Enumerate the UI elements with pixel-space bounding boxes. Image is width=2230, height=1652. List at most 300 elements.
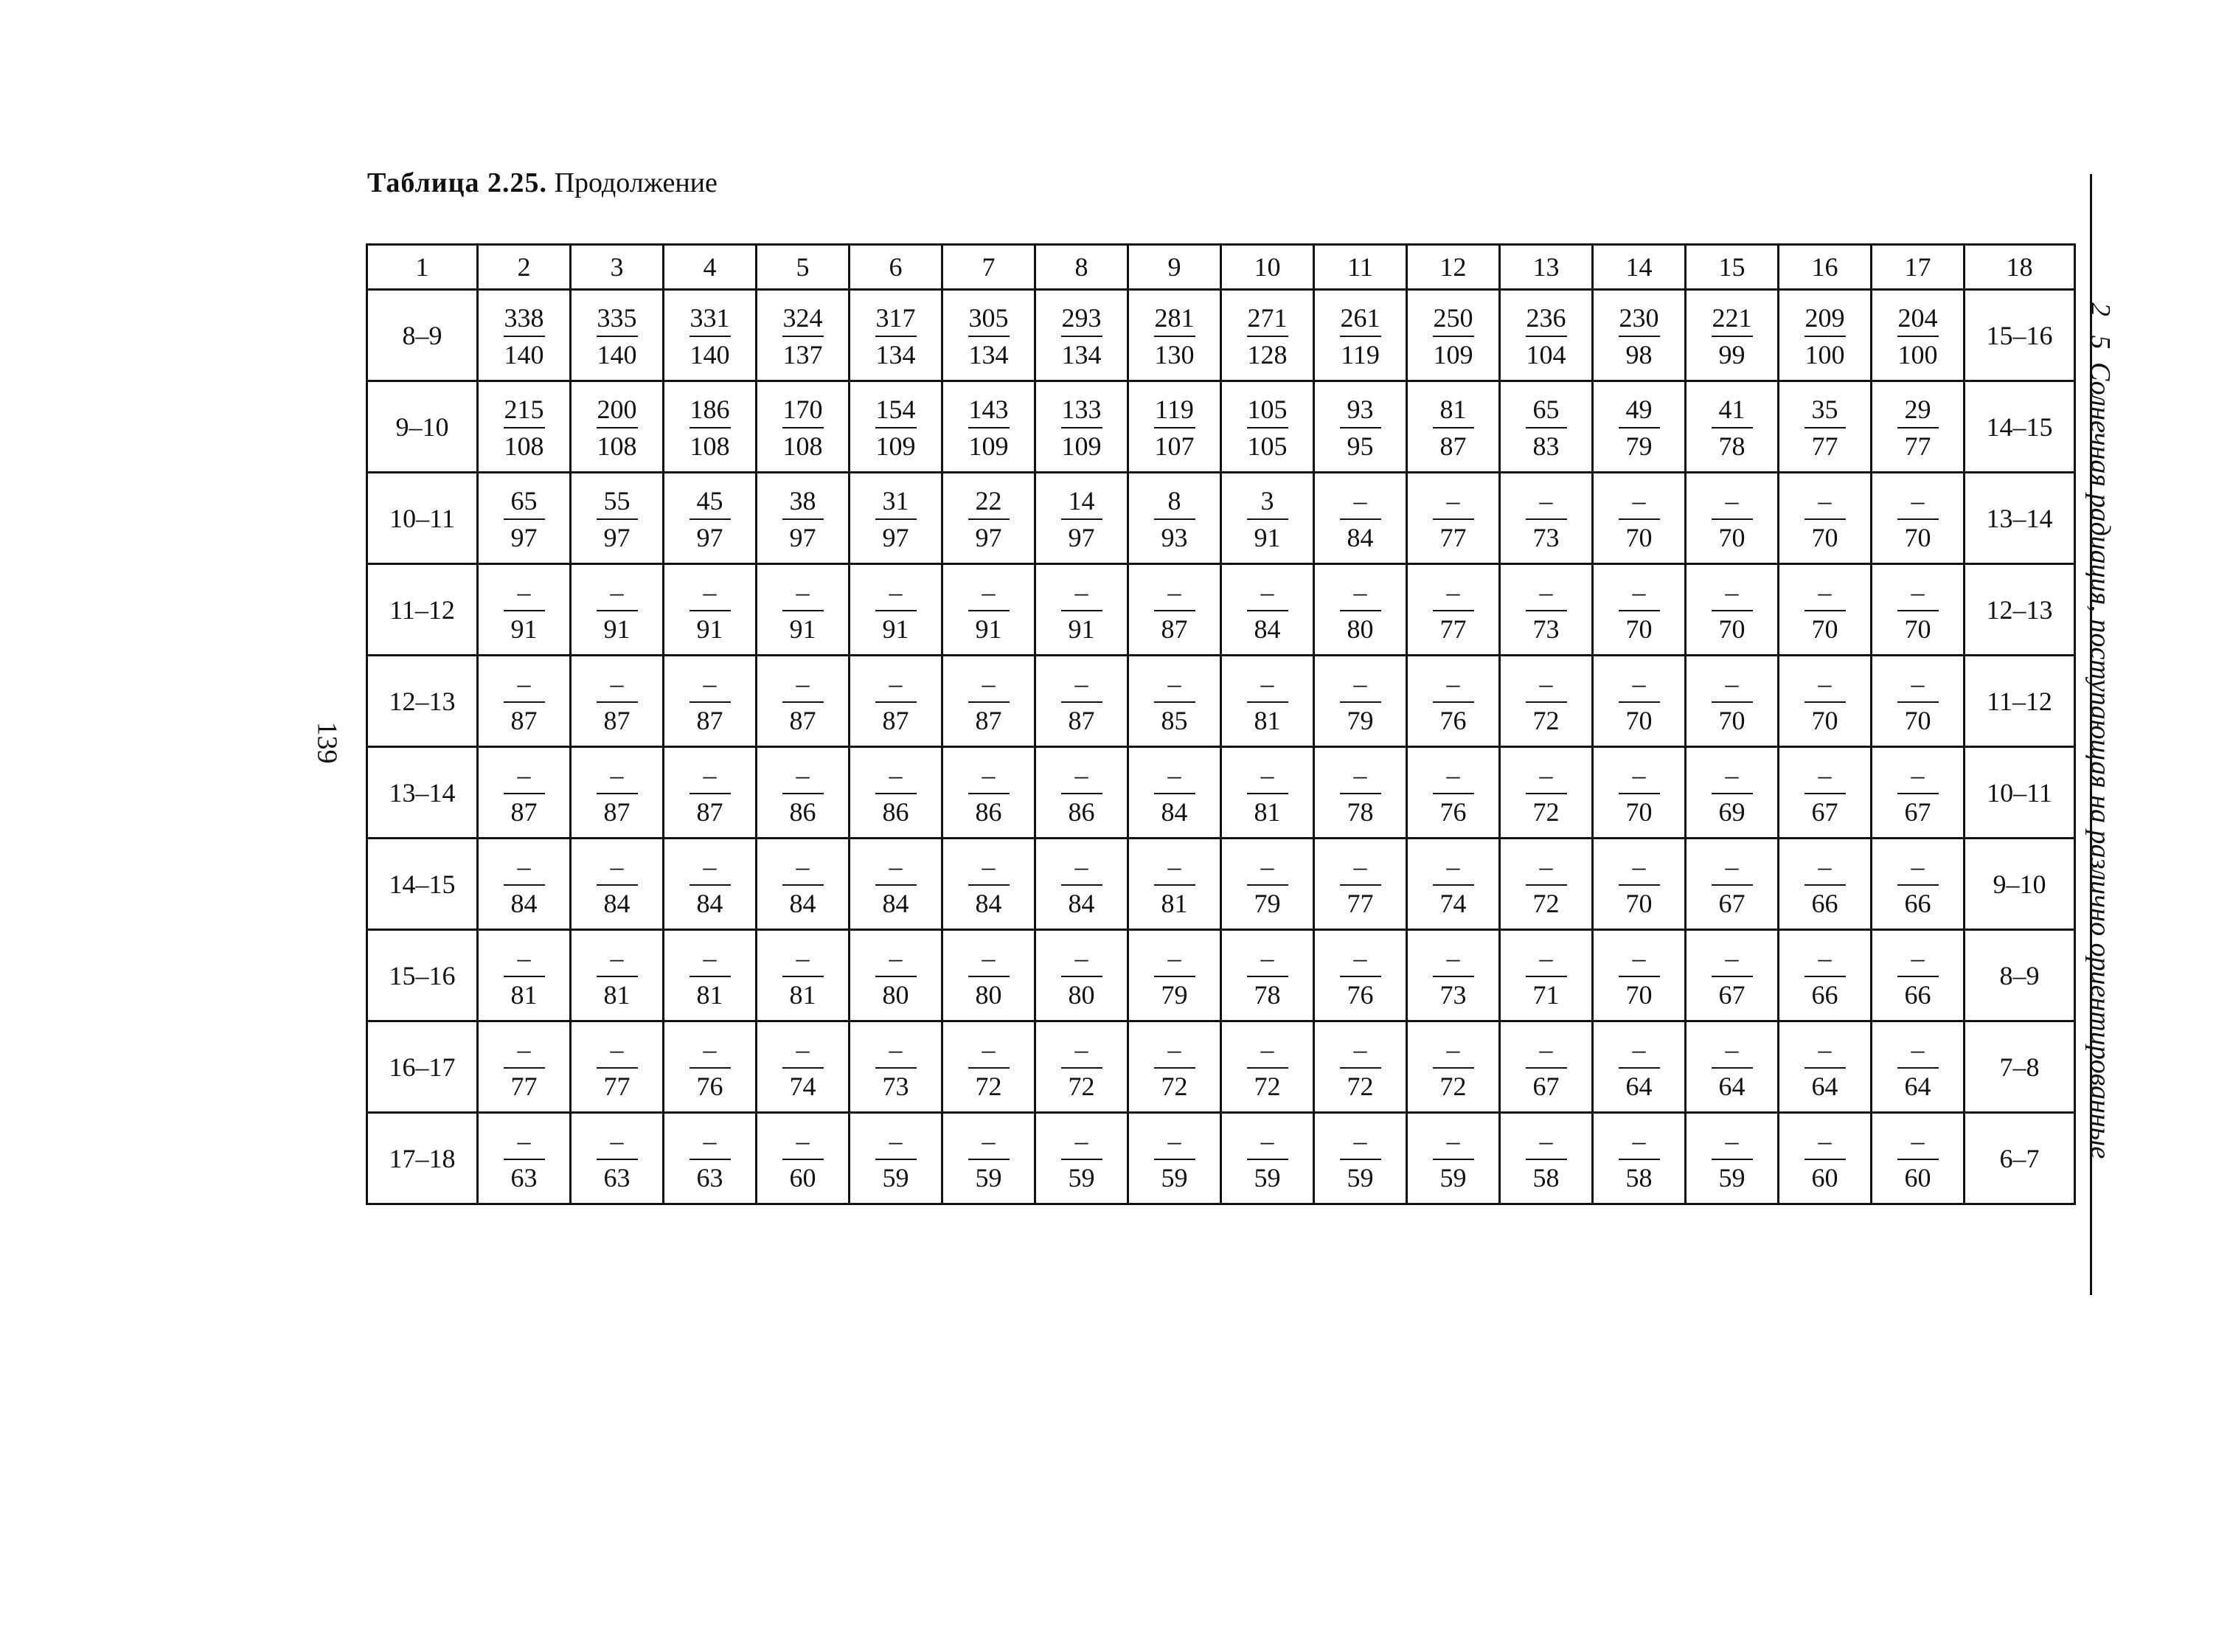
diffuse-radiation-value: 84 bbox=[875, 884, 917, 917]
table-row bbox=[367, 290, 2075, 381]
diffuse-radiation-value: 87 bbox=[690, 701, 731, 734]
value-cell bbox=[1500, 930, 1593, 1021]
value-cell bbox=[571, 1021, 664, 1113]
direct-radiation-value: – bbox=[517, 577, 531, 607]
value-cell bbox=[1686, 1113, 1779, 1204]
diffuse-radiation-value: 81 bbox=[1247, 701, 1288, 734]
fraction bbox=[1433, 1128, 1474, 1191]
direct-radiation-value: – bbox=[1725, 577, 1739, 607]
diffuse-radiation-value: 72 bbox=[1154, 1067, 1195, 1100]
direct-radiation-value: – bbox=[1725, 669, 1739, 698]
value-cell bbox=[1407, 564, 1500, 656]
value-cell bbox=[478, 381, 571, 473]
fraction bbox=[690, 945, 731, 1008]
fraction bbox=[1247, 1128, 1288, 1191]
diffuse-radiation-value: 100 bbox=[1897, 336, 1939, 368]
direct-radiation-value: – bbox=[610, 577, 624, 607]
row-label-left: 13–14 bbox=[367, 747, 478, 839]
value-cell bbox=[1221, 747, 1314, 839]
direct-radiation-value: – bbox=[703, 1035, 717, 1064]
direct-radiation-value: 143 bbox=[968, 395, 1009, 424]
value-cell bbox=[1779, 473, 1872, 564]
direct-radiation-value: 14 bbox=[1068, 486, 1095, 516]
value-cell bbox=[1314, 747, 1407, 839]
value-cell bbox=[1035, 473, 1128, 564]
diffuse-radiation-value: 84 bbox=[1061, 884, 1102, 917]
fraction bbox=[1061, 762, 1102, 825]
row-label-left: 12–13 bbox=[367, 656, 478, 747]
fraction bbox=[1433, 305, 1474, 368]
value-cell bbox=[1128, 1021, 1221, 1113]
diffuse-radiation-value: 107 bbox=[1154, 427, 1195, 459]
value-cell bbox=[850, 564, 942, 656]
diffuse-radiation-value: 130 bbox=[1154, 336, 1195, 368]
header-cell: 15 bbox=[1686, 245, 1779, 290]
fraction bbox=[1433, 396, 1474, 459]
diffuse-radiation-value: 72 bbox=[1433, 1067, 1474, 1100]
direct-radiation-value: – bbox=[517, 669, 531, 698]
direct-radiation-value: – bbox=[889, 669, 903, 698]
fraction bbox=[1433, 670, 1474, 734]
fraction bbox=[1154, 762, 1195, 825]
direct-radiation-value: – bbox=[889, 852, 903, 881]
direct-radiation-value: – bbox=[1446, 943, 1460, 973]
direct-radiation-value: 65 bbox=[510, 486, 538, 516]
diffuse-radiation-value: 81 bbox=[1154, 884, 1195, 917]
value-cell bbox=[664, 1113, 757, 1204]
diffuse-radiation-value: 67 bbox=[1526, 1067, 1567, 1100]
diffuse-radiation-value: 70 bbox=[1805, 518, 1846, 551]
fraction bbox=[1154, 305, 1195, 368]
fraction bbox=[1433, 1036, 1474, 1100]
direct-radiation-value: – bbox=[1818, 669, 1832, 698]
fraction bbox=[1526, 762, 1567, 825]
fraction bbox=[1526, 396, 1567, 459]
fraction bbox=[504, 487, 545, 551]
value-cell bbox=[1593, 381, 1686, 473]
value-cell bbox=[850, 656, 942, 747]
diffuse-radiation-value: 77 bbox=[1433, 610, 1474, 642]
direct-radiation-value: – bbox=[1260, 1126, 1274, 1156]
value-cell bbox=[571, 381, 664, 473]
row-label-left: 15–16 bbox=[367, 930, 478, 1021]
direct-radiation-value: 119 bbox=[1155, 395, 1194, 424]
direct-radiation-value: – bbox=[1446, 760, 1460, 790]
fraction bbox=[782, 305, 824, 368]
diffuse-radiation-value: 70 bbox=[1619, 518, 1660, 551]
diffuse-radiation-value: 72 bbox=[1526, 793, 1567, 825]
diffuse-radiation-value: 79 bbox=[1340, 701, 1381, 734]
header-cell: 4 bbox=[664, 245, 757, 290]
diffuse-radiation-value: 137 bbox=[782, 336, 824, 368]
diffuse-radiation-value: 70 bbox=[1805, 701, 1846, 734]
fraction bbox=[1154, 1036, 1195, 1100]
diffuse-radiation-value: 81 bbox=[597, 976, 638, 1008]
direct-radiation-value: – bbox=[1632, 577, 1646, 607]
value-cell bbox=[1593, 656, 1686, 747]
direct-radiation-value: – bbox=[1818, 577, 1832, 607]
diffuse-radiation-value: 63 bbox=[597, 1159, 638, 1191]
table-row bbox=[367, 747, 2075, 839]
fraction bbox=[1526, 853, 1567, 917]
direct-radiation-value: – bbox=[1539, 1126, 1553, 1156]
direct-radiation-value: – bbox=[1260, 1035, 1274, 1064]
fraction bbox=[1154, 396, 1195, 459]
value-cell bbox=[664, 656, 757, 747]
diffuse-radiation-value: 81 bbox=[782, 976, 824, 1008]
fraction bbox=[875, 762, 917, 825]
fraction bbox=[1712, 579, 1753, 642]
direct-radiation-value: – bbox=[1818, 1035, 1832, 1064]
diffuse-radiation-value: 60 bbox=[1805, 1159, 1846, 1191]
diffuse-radiation-value: 86 bbox=[968, 793, 1010, 825]
row-label-left: 16–17 bbox=[367, 1021, 478, 1113]
direct-radiation-value: 204 bbox=[1897, 303, 1938, 333]
value-cell bbox=[757, 747, 850, 839]
direct-radiation-value: – bbox=[1818, 943, 1832, 973]
fraction bbox=[1526, 945, 1567, 1008]
row-label-left: 10–11 bbox=[367, 473, 478, 564]
value-cell bbox=[850, 1021, 942, 1113]
diffuse-radiation-value: 87 bbox=[875, 701, 917, 734]
fraction bbox=[875, 487, 917, 551]
value-cell bbox=[1872, 473, 1965, 564]
direct-radiation-value: 230 bbox=[1619, 303, 1659, 333]
direct-radiation-value: – bbox=[1539, 943, 1553, 973]
fraction bbox=[875, 670, 917, 734]
fraction bbox=[1247, 305, 1288, 368]
value-cell bbox=[1407, 290, 1500, 381]
diffuse-radiation-value: 70 bbox=[1712, 610, 1753, 642]
direct-radiation-value: – bbox=[1074, 577, 1088, 607]
value-cell bbox=[1686, 839, 1779, 930]
value-cell bbox=[1500, 1113, 1593, 1204]
value-cell bbox=[1872, 1021, 1965, 1113]
diffuse-radiation-value: 134 bbox=[1061, 336, 1102, 368]
fraction bbox=[597, 487, 638, 551]
header-cell: 3 bbox=[571, 245, 664, 290]
value-cell bbox=[1872, 1113, 1965, 1204]
value-cell bbox=[1221, 839, 1314, 930]
fraction bbox=[690, 487, 731, 551]
direct-radiation-value: – bbox=[1632, 1035, 1646, 1064]
diffuse-radiation-value: 76 bbox=[1433, 793, 1474, 825]
table-row bbox=[367, 656, 2075, 747]
fraction bbox=[1712, 1036, 1753, 1100]
value-cell bbox=[1686, 656, 1779, 747]
direct-radiation-value: – bbox=[1167, 943, 1181, 973]
direct-radiation-value: 81 bbox=[1439, 395, 1467, 424]
value-cell bbox=[1500, 473, 1593, 564]
value-cell bbox=[571, 473, 664, 564]
value-cell bbox=[478, 473, 571, 564]
diffuse-radiation-value: 108 bbox=[690, 427, 731, 459]
value-cell bbox=[757, 564, 850, 656]
diffuse-radiation-value: 77 bbox=[1433, 518, 1474, 551]
direct-radiation-value: – bbox=[703, 943, 717, 973]
diffuse-radiation-value: 87 bbox=[597, 793, 638, 825]
diffuse-radiation-value: 70 bbox=[1712, 518, 1753, 551]
direct-radiation-value: – bbox=[1539, 669, 1553, 698]
direct-radiation-value: – bbox=[1074, 1126, 1088, 1156]
direct-radiation-value: 271 bbox=[1247, 303, 1288, 333]
direct-radiation-value: – bbox=[796, 1035, 810, 1064]
diffuse-radiation-value: 97 bbox=[782, 518, 824, 551]
value-cell bbox=[1221, 564, 1314, 656]
row-label-right: 13–14 bbox=[1965, 473, 2075, 564]
value-cell bbox=[1779, 656, 1872, 747]
direct-radiation-value: 335 bbox=[597, 303, 637, 333]
value-cell bbox=[1314, 930, 1407, 1021]
fraction bbox=[1247, 945, 1288, 1008]
fraction bbox=[782, 670, 824, 734]
diffuse-radiation-value: 70 bbox=[1712, 701, 1753, 734]
value-cell bbox=[757, 290, 850, 381]
diffuse-radiation-value: 84 bbox=[782, 884, 824, 917]
diffuse-radiation-value: 58 bbox=[1619, 1159, 1660, 1191]
fraction bbox=[1619, 396, 1660, 459]
running-title-text: Солнечная радиация, поступающая на различно ориентированные bbox=[2085, 362, 2116, 1159]
fraction bbox=[782, 579, 824, 642]
diffuse-radiation-value: 99 bbox=[1712, 336, 1753, 368]
fraction bbox=[1619, 762, 1660, 825]
value-cell bbox=[1686, 930, 1779, 1021]
direct-radiation-value: – bbox=[1539, 760, 1553, 790]
direct-radiation-value: – bbox=[610, 943, 624, 973]
fraction bbox=[1340, 1128, 1381, 1191]
fraction bbox=[1619, 1036, 1660, 1100]
value-cell bbox=[664, 747, 757, 839]
value-cell bbox=[1500, 656, 1593, 747]
fraction bbox=[1247, 762, 1288, 825]
direct-radiation-value: – bbox=[1725, 852, 1739, 881]
diffuse-radiation-value: 80 bbox=[1061, 976, 1102, 1008]
direct-radiation-value: – bbox=[796, 760, 810, 790]
value-cell bbox=[1779, 839, 1872, 930]
diffuse-radiation-value: 59 bbox=[1712, 1159, 1753, 1191]
fraction bbox=[504, 1036, 545, 1100]
diffuse-radiation-value: 76 bbox=[1433, 701, 1474, 734]
fraction bbox=[875, 396, 917, 459]
direct-radiation-value: – bbox=[1446, 1126, 1460, 1156]
fraction bbox=[875, 305, 917, 368]
diffuse-radiation-value: 93 bbox=[1154, 518, 1195, 551]
fraction bbox=[597, 762, 638, 825]
header-cell: 6 bbox=[850, 245, 942, 290]
fraction bbox=[1247, 579, 1288, 642]
direct-radiation-value: – bbox=[982, 852, 996, 881]
value-cell bbox=[1686, 473, 1779, 564]
fraction bbox=[1061, 579, 1102, 642]
value-cell bbox=[1872, 656, 1965, 747]
fraction bbox=[1433, 945, 1474, 1008]
direct-radiation-value: – bbox=[1725, 760, 1739, 790]
diffuse-radiation-value: 84 bbox=[597, 884, 638, 917]
direct-radiation-value: – bbox=[1353, 1035, 1367, 1064]
direct-radiation-value: – bbox=[982, 1126, 996, 1156]
value-cell bbox=[1779, 747, 1872, 839]
value-cell bbox=[1035, 656, 1128, 747]
diffuse-radiation-value: 70 bbox=[1619, 610, 1660, 642]
row-label-right: 7–8 bbox=[1965, 1021, 2075, 1113]
value-cell bbox=[478, 290, 571, 381]
fraction bbox=[782, 1036, 824, 1100]
diffuse-radiation-value: 85 bbox=[1154, 701, 1195, 734]
fraction bbox=[1712, 670, 1753, 734]
direct-radiation-value: 250 bbox=[1433, 303, 1473, 333]
value-cell bbox=[1872, 564, 1965, 656]
value-cell bbox=[571, 747, 664, 839]
diffuse-radiation-value: 77 bbox=[504, 1067, 545, 1100]
direct-radiation-value: – bbox=[703, 852, 717, 881]
value-cell bbox=[571, 839, 664, 930]
value-cell bbox=[942, 473, 1035, 564]
table-caption-text: Продолжение bbox=[554, 167, 718, 198]
diffuse-radiation-value: 87 bbox=[1154, 610, 1195, 642]
direct-radiation-value: – bbox=[1818, 760, 1832, 790]
header-cell: 7 bbox=[942, 245, 1035, 290]
diffuse-radiation-value: 66 bbox=[1897, 884, 1939, 917]
value-cell bbox=[1779, 290, 1872, 381]
fraction bbox=[1619, 579, 1660, 642]
fraction bbox=[1619, 945, 1660, 1008]
fraction bbox=[1805, 762, 1846, 825]
direct-radiation-value: – bbox=[1446, 1035, 1460, 1064]
diffuse-radiation-value: 78 bbox=[1712, 427, 1753, 459]
diffuse-radiation-value: 66 bbox=[1805, 976, 1846, 1008]
diffuse-radiation-value: 91 bbox=[1061, 610, 1102, 642]
diffuse-radiation-value: 70 bbox=[1619, 793, 1660, 825]
fraction bbox=[690, 670, 731, 734]
diffuse-radiation-value: 76 bbox=[1340, 976, 1381, 1008]
direct-radiation-value: – bbox=[610, 1126, 624, 1156]
direct-radiation-value: – bbox=[796, 1126, 810, 1156]
fraction bbox=[782, 1128, 824, 1191]
direct-radiation-value: – bbox=[1911, 486, 1925, 516]
diffuse-radiation-value: 140 bbox=[597, 336, 638, 368]
table-row bbox=[367, 381, 2075, 473]
value-cell bbox=[1872, 930, 1965, 1021]
diffuse-radiation-value: 84 bbox=[504, 884, 545, 917]
diffuse-radiation-value: 140 bbox=[504, 336, 545, 368]
value-cell bbox=[1314, 290, 1407, 381]
diffuse-radiation-value: 87 bbox=[1061, 701, 1102, 734]
diffuse-radiation-value: 81 bbox=[1247, 793, 1288, 825]
value-cell bbox=[1314, 564, 1407, 656]
header-cell: 17 bbox=[1872, 245, 1965, 290]
fraction bbox=[968, 487, 1010, 551]
row-label-right: 6–7 bbox=[1965, 1113, 2075, 1204]
fraction bbox=[1619, 670, 1660, 734]
direct-radiation-value: – bbox=[1446, 486, 1460, 516]
direct-radiation-value: – bbox=[1260, 669, 1274, 698]
fraction bbox=[1897, 579, 1939, 642]
value-cell bbox=[1686, 381, 1779, 473]
diffuse-radiation-value: 59 bbox=[1340, 1159, 1381, 1191]
diffuse-radiation-value: 87 bbox=[504, 701, 545, 734]
diffuse-radiation-value: 109 bbox=[1433, 336, 1474, 368]
fraction bbox=[968, 762, 1010, 825]
direct-radiation-value: – bbox=[1446, 577, 1460, 607]
direct-radiation-value: 41 bbox=[1718, 395, 1746, 424]
fraction bbox=[597, 579, 638, 642]
fraction bbox=[1154, 670, 1195, 734]
fraction bbox=[1897, 487, 1939, 551]
fraction bbox=[1061, 1128, 1102, 1191]
fraction bbox=[782, 853, 824, 917]
fraction bbox=[1805, 670, 1846, 734]
value-cell bbox=[571, 564, 664, 656]
direct-radiation-value: 317 bbox=[875, 303, 916, 333]
fraction bbox=[968, 1128, 1010, 1191]
diffuse-radiation-value: 67 bbox=[1712, 884, 1753, 917]
diffuse-radiation-value: 97 bbox=[1061, 518, 1102, 551]
diffuse-radiation-value: 98 bbox=[1619, 336, 1660, 368]
diffuse-radiation-value: 74 bbox=[782, 1067, 824, 1100]
direct-radiation-value: – bbox=[982, 577, 996, 607]
fraction bbox=[1619, 853, 1660, 917]
diffuse-radiation-value: 87 bbox=[597, 701, 638, 734]
value-cell bbox=[1500, 564, 1593, 656]
fraction bbox=[690, 1036, 731, 1100]
diffuse-radiation-value: 80 bbox=[968, 976, 1010, 1008]
value-cell bbox=[1128, 1113, 1221, 1204]
diffuse-radiation-value: 72 bbox=[1247, 1067, 1288, 1100]
value-cell bbox=[1035, 381, 1128, 473]
fraction bbox=[504, 1128, 545, 1191]
fraction bbox=[1154, 579, 1195, 642]
value-cell bbox=[757, 930, 850, 1021]
header-cell: 16 bbox=[1779, 245, 1872, 290]
value-cell bbox=[1407, 747, 1500, 839]
direct-radiation-value: – bbox=[1632, 852, 1646, 881]
value-cell bbox=[1407, 839, 1500, 930]
direct-radiation-value: – bbox=[1539, 577, 1553, 607]
fraction bbox=[1897, 670, 1939, 734]
fraction bbox=[782, 945, 824, 1008]
value-cell bbox=[1407, 656, 1500, 747]
direct-radiation-value: – bbox=[796, 669, 810, 698]
fraction bbox=[597, 396, 638, 459]
diffuse-radiation-value: 66 bbox=[1805, 884, 1846, 917]
fraction bbox=[1805, 305, 1846, 368]
diffuse-radiation-value: 100 bbox=[1805, 336, 1846, 368]
data-table-body bbox=[367, 245, 2075, 1204]
value-cell bbox=[757, 473, 850, 564]
direct-radiation-value: – bbox=[1911, 760, 1925, 790]
fraction bbox=[875, 853, 917, 917]
fraction bbox=[1154, 487, 1195, 551]
direct-radiation-value: 261 bbox=[1340, 303, 1380, 333]
direct-radiation-value: 8 bbox=[1167, 486, 1181, 516]
value-cell bbox=[942, 747, 1035, 839]
fraction bbox=[782, 396, 824, 459]
value-cell bbox=[571, 1113, 664, 1204]
value-cell bbox=[664, 930, 757, 1021]
value-cell bbox=[1221, 1113, 1314, 1204]
direct-radiation-value: – bbox=[889, 1035, 903, 1064]
fraction bbox=[1712, 853, 1753, 917]
diffuse-radiation-value: 87 bbox=[1433, 427, 1474, 459]
direct-radiation-value: – bbox=[1632, 669, 1646, 698]
value-cell bbox=[1872, 290, 1965, 381]
value-cell bbox=[664, 381, 757, 473]
value-cell bbox=[850, 290, 942, 381]
fraction bbox=[690, 853, 731, 917]
direct-radiation-value: – bbox=[703, 669, 717, 698]
header-cell: 8 bbox=[1035, 245, 1128, 290]
value-cell bbox=[1593, 290, 1686, 381]
